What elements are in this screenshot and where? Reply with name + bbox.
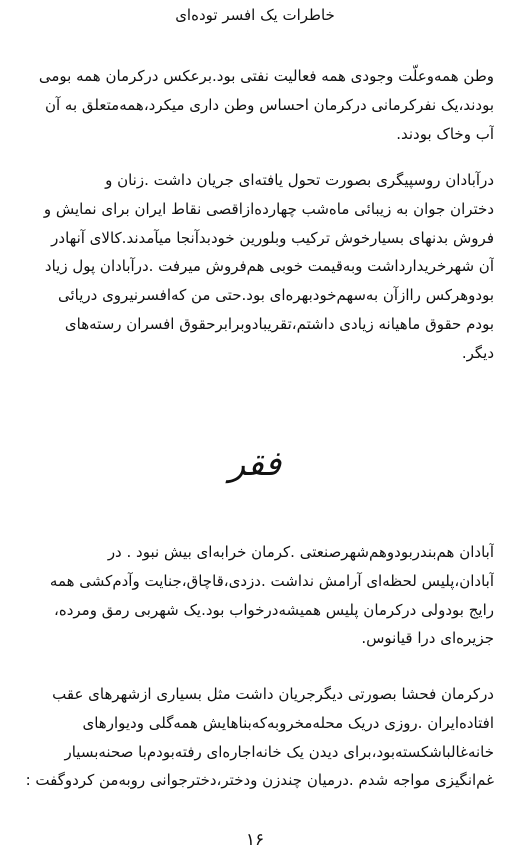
text-line: دیگر. — [461, 343, 494, 362]
text-line: دختران جوان به زیبائی ماه‌شب چهارده‌ازاقصی نقاط ایران برای نمایش و — [43, 199, 494, 218]
page-number: ۱۶ — [245, 830, 265, 850]
text-line: فروش بدنهای بسیارخوش ترکیب وبلورین خودبدآنجا میآمدند.کالای آنهادر — [51, 228, 494, 247]
text-line: بودوهرکس راازآن به‌سهم‌خودبهره‌ای بود.حتی من که‌افسرنیروی دریائی — [57, 286, 494, 305]
text-line: غم‌انگیزی مواجه شدم .درمیان چندزن ودختر،دخترجوانی روبه‌من کردوگفت : — [25, 771, 494, 790]
text-line: بودم حقوق ماهیانه زیادی داشتم،تقریبادوبرابرحقوق افسران رسته‌های — [64, 314, 494, 333]
text-line: آبادان هم‌بندربودوهم‌شهرصنعتی .کرمان خرابه‌ای بیش نبود . در — [107, 543, 494, 561]
section-heading: فقر — [228, 444, 282, 484]
text-line: افتاده‌ایران .روزی دریک محله‌مخروبه‌که‌بناهایش همه‌گلی ودیوارهای — [82, 713, 494, 732]
running-header: خاطرات یک افسر توده‌ای — [175, 6, 335, 24]
text-line: درآبادان روسپیگری بصورت تحول یافته‌ای جریان داشت .زنان و — [105, 171, 494, 189]
text-line: خانه‌غالباشکسته‌بود،برای دیدن یک خانه‌اجاره‌ای رفته‌بودم‌با صحنه‌بسیار — [64, 742, 494, 761]
text-line: درکرمان فحشا بصورتی دیگرجریان داشت مثل بسیاری ازشهرهای عقب — [52, 685, 494, 703]
paragraph-1 — [16, 62, 494, 148]
text-line: آب وخاک بودند. — [396, 124, 494, 143]
paragraph-2 — [16, 166, 494, 368]
text-line: آبادان،پلیس لحظه‌ای آرامش نداشت .دزدی،قاچاق،جنایت وآدم‌کشی همه — [49, 571, 494, 590]
paragraph-3 — [16, 538, 494, 653]
text-line: جزیره‌ای درا قیانوس. — [361, 629, 494, 648]
text-line: بودند،یک نفرکرمانی درکرمان احساس وطن داری میکرد،همه‌متعلق به آن — [44, 95, 494, 114]
paragraph-4 — [16, 680, 494, 795]
text-line: وطن همه‌وعلّت وجودی همه فعالیت نفتی بود.برعکس درکرمان همه بومی — [38, 67, 494, 85]
text-line: آن شهرخریدارداشت وبه‌قیمت خوبی هم‌فروش میرفت .درآبادان پول زیاد — [44, 257, 494, 276]
text-line: رایج بودولی درکرمان پلیس همیشه‌درخواب بود.یک شهربی رمق ومرده، — [54, 600, 494, 619]
